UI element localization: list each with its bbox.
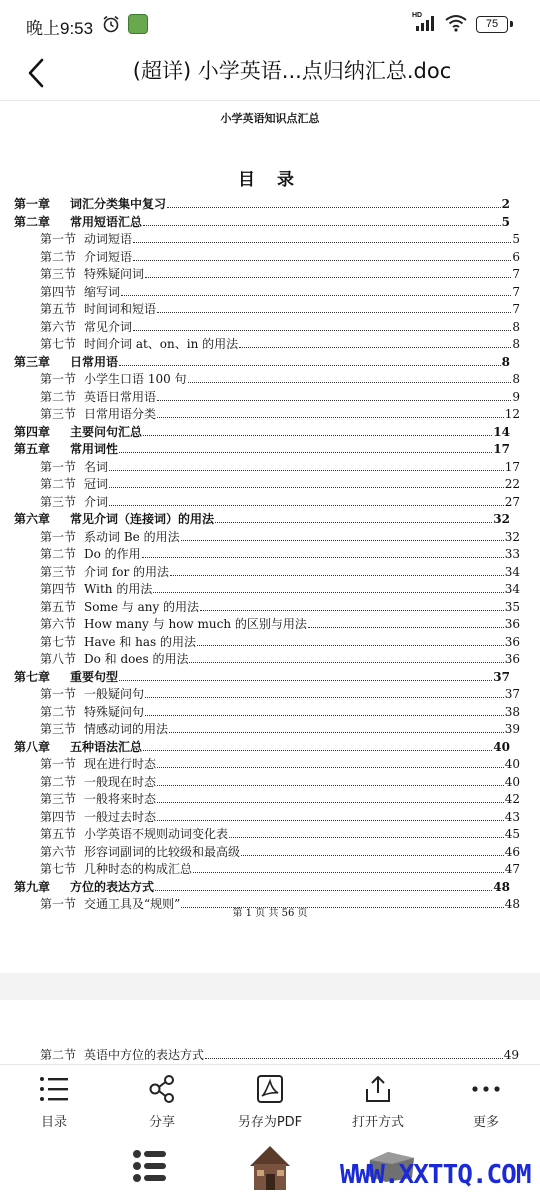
toc-page-number: 37	[493, 669, 510, 684]
toc-page-number: 27	[504, 494, 520, 509]
toc-dot-leader	[157, 400, 511, 401]
toc-chapter[interactable]	[14, 510, 510, 527]
toc-section-name: Some 与 any 的用法	[84, 599, 200, 614]
toc-section-name: 常见介词	[84, 319, 133, 334]
toc-section-name: 冠词	[84, 477, 109, 491]
toc-button-label: 目录	[40, 1115, 67, 1130]
toc-page-number: 46	[504, 844, 520, 859]
toc-section-name: 时间词和短语	[84, 302, 157, 316]
toc-dot-leader	[119, 452, 492, 453]
toc-chapter-name: 常用词性	[70, 442, 119, 456]
toc-section-name: 系动词 Be 的用法	[84, 529, 180, 544]
toc-chapter-name: 常用短语汇总	[70, 214, 143, 229]
toc-dot-leader	[157, 802, 504, 803]
toc-chapter[interactable]	[14, 878, 510, 895]
toc-dot-leader	[145, 697, 504, 698]
toc-section-name: 特殊疑问句	[84, 704, 145, 719]
toc-chapter-number: 第六章	[14, 512, 51, 526]
toc-section-number: 第七节	[40, 634, 77, 649]
toc-section-name: 形容词副词的比较级和最高级	[84, 844, 241, 859]
toc-dot-leader	[143, 435, 492, 436]
toc-page-number: 14	[493, 424, 510, 439]
toc-section[interactable]	[40, 335, 520, 352]
toc-section-name: 小学英语不规则动词变化表	[84, 827, 229, 841]
share-button[interactable]	[112, 1071, 212, 1133]
toc-title: 目 录	[238, 170, 302, 190]
toc-section-name: With 的用法	[84, 582, 153, 596]
toc-button[interactable]	[4, 1071, 104, 1133]
toc-dot-leader	[155, 890, 492, 891]
document-page-1[interactable]	[0, 101, 540, 973]
toc-page-number: 7	[512, 284, 520, 299]
toc-page-number: 8	[512, 319, 520, 334]
app-header	[0, 46, 540, 101]
toc-section[interactable]	[40, 790, 520, 807]
toc-dot-leader	[133, 260, 511, 261]
toc-section-number: 第二节	[40, 704, 77, 719]
save-as-pdf-label: 另存为PDF	[237, 1115, 303, 1130]
toc-dot-leader	[170, 575, 504, 576]
toc-page-number: 17	[504, 459, 520, 474]
toc-section-name: 特殊疑问词	[84, 267, 145, 281]
toc-section-name: 介词	[84, 494, 109, 509]
toc-section-number: 第八节	[40, 652, 77, 666]
toc-section[interactable]	[40, 370, 520, 387]
toc-chapter[interactable]	[14, 668, 510, 685]
toc-dot-leader	[197, 645, 504, 646]
toc-dot-leader	[109, 470, 504, 471]
menu-list-icon[interactable]	[132, 1148, 168, 1184]
toc-chapter-number: 第八章	[14, 739, 51, 754]
toc-page-number: 43	[504, 809, 520, 824]
toc-section-name: 情感动词的用法	[84, 722, 169, 736]
toc-chapter-number: 第二章	[14, 214, 51, 229]
toc-section[interactable]	[40, 825, 520, 842]
toc-page-number: 40	[493, 739, 510, 754]
toc-section-name: 英语中方位的表达方式	[84, 1048, 205, 1062]
toc-section-number: 第四节	[40, 582, 77, 596]
battery-nub	[510, 21, 513, 27]
toc-dot-leader	[133, 242, 511, 243]
toc-dot-leader	[133, 330, 511, 331]
toc-page-number: 36	[504, 652, 520, 666]
toc-section[interactable]	[40, 703, 520, 720]
toc-chapter-number: 第九章	[14, 879, 51, 894]
toc-section[interactable]	[40, 755, 520, 772]
save-as-pdf-button[interactable]	[220, 1071, 320, 1133]
toc-page-number: 8	[512, 372, 520, 386]
toc-dot-leader	[109, 487, 504, 488]
toc-section-name: 缩写词	[84, 284, 121, 299]
toc-page-number: 48	[504, 897, 520, 911]
toc-dot-leader	[143, 750, 492, 751]
toc-dot-leader	[308, 627, 504, 628]
toc-chapter[interactable]	[14, 353, 510, 370]
toc-section-number: 第三节	[40, 407, 77, 421]
signal-icon	[414, 14, 438, 32]
toc-page-number: 40	[504, 774, 520, 789]
status-time: 晚上9:53	[26, 19, 94, 38]
document-heading: 小学英语知识点汇总	[220, 112, 320, 125]
toc-dot-leader	[109, 505, 504, 506]
toc-page-number: 48	[493, 879, 510, 894]
toc-dot-leader	[157, 767, 504, 768]
toc-section-name: 小学生口语 100 句	[84, 372, 187, 386]
toc-chapter-number: 第一章	[14, 197, 51, 211]
toc-section-number: 第四节	[40, 809, 77, 824]
toc-chapter[interactable]	[14, 423, 510, 440]
toc-dot-leader	[119, 680, 492, 681]
toc-chapter-number: 第五章	[14, 442, 51, 456]
toc-section-name: 介词 for 的用法	[84, 564, 170, 579]
nav-dock	[0, 1134, 540, 1200]
toc-chapter-name: 五种语法汇总	[70, 739, 143, 754]
toc-page-number: 7	[512, 302, 520, 316]
toc-page-number: 2	[501, 197, 510, 211]
toc-section-number: 第二节	[40, 1048, 77, 1062]
toc-chapter-name: 重要句型	[70, 669, 119, 684]
toc-section[interactable]	[40, 388, 520, 405]
toc-page-number: 34	[504, 564, 520, 579]
document-title: (超详) 小学英语...点归纳汇总.doc	[132, 59, 452, 83]
toc-dot-leader	[142, 557, 504, 558]
toc-dot-leader	[229, 837, 504, 838]
toc-section-number: 第一节	[40, 757, 77, 771]
toc-section[interactable]	[40, 615, 520, 632]
toc-section[interactable]	[40, 1046, 519, 1063]
more-icon	[471, 1075, 501, 1103]
toc-section-number: 第六节	[40, 319, 77, 334]
toc-dot-leader	[241, 855, 504, 856]
toc-section-number: 第三节	[40, 792, 77, 806]
home-house-icon[interactable]	[246, 1142, 294, 1194]
toc-section[interactable]	[40, 545, 520, 562]
toc-chapter[interactable]	[14, 213, 510, 230]
toc-chapter-name: 词汇分类集中复习	[70, 197, 167, 211]
toc-chapter[interactable]	[14, 738, 510, 755]
toc-section-number: 第五节	[40, 827, 77, 841]
toc-dot-leader	[188, 382, 512, 383]
toc-page-number: 32	[504, 529, 520, 544]
toc-chapter-name: 常见介词（连接词）的用法	[70, 512, 215, 526]
toc-section-number: 第五节	[40, 599, 77, 614]
toc-section-name: Have 和 has 的用法	[84, 634, 197, 649]
page-footer: 第 1 页 共 56 页	[232, 908, 308, 919]
toc-section[interactable]	[40, 598, 520, 615]
toc-section[interactable]	[40, 458, 520, 475]
toc-dot-leader	[193, 872, 504, 873]
watermark-text: WWW.XXTTQ.COM	[340, 1160, 531, 1190]
toc-section[interactable]	[40, 528, 520, 545]
toc-page-number: 37	[504, 687, 520, 701]
toc-page-number: 6	[512, 249, 520, 264]
toc-page-number: 32	[493, 512, 510, 526]
toc-section[interactable]	[40, 808, 520, 825]
toc-chapter[interactable]	[14, 440, 510, 457]
toc-section[interactable]	[40, 860, 520, 877]
toc-dot-leader	[157, 785, 504, 786]
toc-page-number: 38	[504, 704, 520, 719]
toc-section-number: 第一节	[40, 372, 77, 386]
toc-section-number: 第三节	[40, 494, 77, 509]
toc-section[interactable]	[40, 283, 520, 300]
alarm-clock-icon	[102, 15, 120, 33]
toc-page-number: 8	[512, 337, 520, 351]
more-button[interactable]	[436, 1071, 536, 1133]
toc-section[interactable]	[40, 843, 520, 860]
toc-section[interactable]	[40, 493, 520, 510]
toc-dot-leader	[145, 715, 504, 716]
toc-section-name: 时间介词 at、on、in 的用法	[84, 337, 239, 351]
toc-section-name: 一般疑问句	[84, 687, 145, 701]
toc-dot-leader	[145, 277, 511, 278]
toc-section[interactable]	[40, 230, 520, 247]
toc-page-number: 5	[512, 232, 520, 246]
toc-section-number: 第三节	[40, 722, 77, 736]
toc-dot-leader	[189, 662, 503, 663]
back-button[interactable]	[20, 54, 56, 92]
toc-page-number: 5	[501, 214, 510, 229]
toc-chapter-number: 第三章	[14, 354, 51, 369]
toc-dot-leader	[167, 207, 501, 208]
toc-section-number: 第二节	[40, 249, 77, 264]
toc-section-number: 第六节	[40, 617, 77, 631]
toc-section-number: 第六节	[40, 844, 77, 859]
toc-section-number: 第一节	[40, 897, 77, 911]
toc-chapter-number: 第四章	[14, 424, 51, 439]
toc-dot-leader	[181, 540, 504, 541]
toc-section-number: 第七节	[40, 337, 77, 351]
toc-section[interactable]	[40, 248, 520, 265]
toc-dot-leader	[119, 365, 501, 366]
toc-section-number: 第一节	[40, 529, 77, 544]
toc-page-number: 34	[504, 582, 520, 596]
toc-page-number: 22	[504, 477, 520, 491]
more-button-label: 更多	[472, 1115, 499, 1130]
toc-chapter-name: 方位的表达方式	[70, 879, 155, 894]
open-with-label: 打开方式	[351, 1115, 404, 1130]
list-icon	[39, 1075, 69, 1103]
toc-section-name: 英语日常用语	[84, 389, 157, 404]
toc-section-number: 第二节	[40, 389, 77, 404]
toc-page-number: 36	[504, 634, 520, 649]
toc-section-name: 一般过去时态	[84, 809, 157, 824]
toc-section-number: 第七节	[40, 862, 77, 876]
toc-section-name: 几种时态的构成汇总	[84, 862, 193, 876]
toc-section-name: 交通工具及“规则”	[84, 897, 181, 911]
toc-chapter[interactable]	[14, 195, 510, 212]
toc-dot-leader	[143, 225, 501, 226]
open-with-icon	[363, 1075, 393, 1103]
toc-dot-leader	[157, 312, 511, 313]
toc-page-number: 9	[512, 389, 520, 404]
toc-section-number: 第四节	[40, 284, 77, 299]
toc-dot-leader	[239, 347, 511, 348]
toc-section-name: Do 的作用	[84, 547, 141, 561]
toc-section[interactable]	[40, 300, 520, 317]
network-hd-label: HD	[412, 12, 423, 19]
toc-section[interactable]	[40, 773, 520, 790]
open-with-button[interactable]	[328, 1071, 428, 1133]
toc-page-number: 49	[503, 1048, 519, 1062]
toc-dot-leader	[153, 592, 503, 593]
toc-dot-leader	[157, 820, 504, 821]
toc-section-number: 第一节	[40, 459, 77, 474]
toc-page-number: 35	[504, 599, 520, 614]
toc-section-name: Do 和 does 的用法	[84, 652, 189, 666]
toc-section-number: 第一节	[40, 232, 77, 246]
toc-section-name: 一般现在时态	[84, 774, 157, 789]
app-notification-icon	[128, 14, 148, 34]
toc-page-number: 45	[504, 827, 520, 841]
toc-section-number: 第五节	[40, 302, 77, 316]
toc-section-name: How many 与 how much 的区别与用法	[84, 617, 307, 631]
status-bar	[0, 0, 540, 46]
toc-section-number: 第二节	[40, 477, 77, 491]
toc-section[interactable]	[40, 475, 520, 492]
toc-section[interactable]	[40, 580, 520, 597]
toc-dot-leader	[205, 1058, 503, 1059]
toc-section-number: 第三节	[40, 267, 77, 281]
toc-section-name: 名词	[84, 459, 109, 474]
toc-section-name: 介词短语	[84, 249, 133, 264]
toc-section[interactable]	[40, 405, 520, 422]
toc-section-name: 日常用语分类	[84, 407, 157, 421]
toc-dot-leader	[169, 732, 504, 733]
toc-section-name: 动词短语	[84, 232, 133, 246]
toc-section-name: 现在进行时态	[84, 757, 157, 771]
toc-page-number: 47	[504, 862, 520, 876]
toc-chapter-name: 日常用语	[70, 354, 119, 369]
toc-section[interactable]	[40, 720, 520, 737]
toc-section-number: 第三节	[40, 564, 77, 579]
toc-page-number: 36	[504, 617, 520, 631]
toc-section[interactable]	[40, 318, 520, 335]
toc-section[interactable]	[40, 265, 520, 282]
chevron-left-icon	[20, 54, 56, 92]
toc-chapter-number: 第七章	[14, 669, 51, 684]
toc-chapter-name: 主要问句汇总	[70, 424, 143, 439]
toc-page-number: 7	[512, 267, 520, 281]
toc-page-number: 33	[504, 547, 520, 561]
toc-section-number: 第二节	[40, 547, 77, 561]
toc-page-number: 42	[504, 792, 520, 806]
pdf-icon	[255, 1075, 285, 1103]
wifi-icon	[444, 14, 468, 32]
toc-page-number: 12	[504, 407, 520, 421]
share-icon	[147, 1075, 177, 1103]
bottom-toolbar	[0, 1064, 540, 1135]
toc-section[interactable]	[40, 633, 520, 650]
toc-section-name: 一般将来时态	[84, 792, 157, 806]
battery-indicator: 75	[476, 16, 508, 33]
toc-page-number: 8	[501, 354, 510, 369]
toc-section-number: 第二节	[40, 774, 77, 789]
toc-section[interactable]	[40, 685, 520, 702]
toc-page-number: 40	[504, 757, 520, 771]
toc-dot-leader	[215, 522, 492, 523]
toc-page-number: 17	[493, 442, 510, 456]
share-button-label: 分享	[148, 1115, 175, 1130]
toc-section[interactable]	[40, 650, 520, 667]
toc-dot-leader	[121, 295, 511, 296]
toc-dot-leader	[157, 417, 504, 418]
toc-section-number: 第一节	[40, 687, 77, 701]
toc-section[interactable]	[40, 563, 520, 580]
toc-page-number: 39	[504, 722, 520, 736]
toc-dot-leader	[200, 610, 504, 611]
